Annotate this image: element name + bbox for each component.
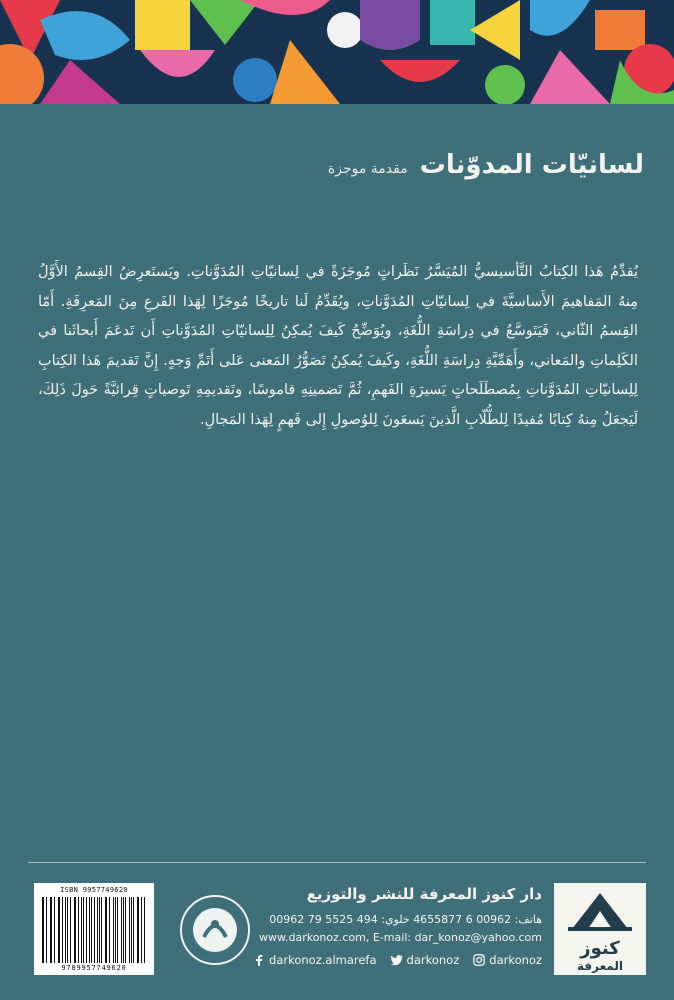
book-subtitle: مقدمة موجزة [327, 161, 408, 177]
barcode-bar [94, 897, 95, 963]
instagram-handle: darkonoz [489, 953, 542, 967]
barcode-bar [109, 897, 110, 963]
twitter-icon [391, 954, 403, 966]
barcode-bar [78, 897, 79, 963]
barcode-bar [70, 897, 71, 963]
publisher-logo [554, 883, 646, 975]
title-row [30, 150, 644, 180]
barcode-bar [121, 897, 122, 963]
publisher-logo-mark [554, 883, 646, 935]
barcode-bar [133, 897, 134, 963]
barcode-bar [113, 897, 114, 963]
barcode-bar [89, 897, 90, 963]
publisher-info [252, 885, 542, 967]
logo-word: كنوز [580, 938, 620, 959]
barcode-digits: 9789957749620 [61, 964, 127, 972]
twitter-handle: darkonoz [406, 953, 460, 967]
twitter-link[interactable] [391, 953, 460, 967]
geometric-pattern [0, 0, 674, 104]
instagram-icon [473, 954, 485, 966]
barcode-bar [81, 897, 82, 963]
barcode-bar [101, 897, 102, 963]
author-seal-emblem [178, 893, 252, 967]
barcode-bar [138, 897, 139, 963]
phone-line: هاتف: 00962 6 4655877 خلوي: 494 5525 79 00962 [269, 913, 542, 926]
barcode-bar [65, 897, 66, 963]
facebook-icon [253, 954, 265, 966]
website-email-line: www.darkonoz.com, E-mail: dar_konoz@yahoo.com [259, 931, 542, 944]
facebook-link[interactable] [253, 953, 377, 967]
back-cover-blurb: يُقدِّمُ هَذا الكِتابُ التَّأسيسيُّ المُيَسَّرُ نَظَراتٍ مُوجَزَةً في لِسانيّاتِ المُدَوَّناتِ. ويَستَعرِضُ القِسمُ الأَوَّلُ مِنهُ المَفاهيمَ الأَساسيَّةَ في لِسانيّاتِ المُدَوَّناتِ، ويُقَدِّمُ لَنا تاريخًا مُوجَزًا لِهَذا الفَرعِ مِنَ المَعرِفَةِ. أَمّا القِسمُ الثّاني، فَيَتَوسَّعُ في دِراسَةِ اللُّغَةِ، ويُوَضِّحُ كَيفَ يُمكِنُ لِلِسانيّاتِ المُدَوَّناتِ أَن تَدعَمَ أَبحاثَنا في الكَلِماتِ والمَعاني، وأَهَمِّيَّةِ دِراسَةِ اللُّغَةِ، وكَيفَ يُمكِنُ تَصَوُّرُ المَعنى عَلى أَتَمِّ وَجهٍ. إِنَّ تَقديمَ هَذا الكِتابِ لِلِسانيّاتِ المُدَوَّناتِ بِمُصطَلَحاتٍ يَسيرَةِ الفَهمِ، ثُمَّ تَضمينِهِ قاموسًا، وتَقديمِهِ تَوصياتٍ قِرائيَّةً حَولَ ذَلِكَ، لَيَجعَلُ مِنهُ كِتابًا مُفيدًا لِلطُّلّابِ الَّذينَ يَسعَونَ لِلوُصولِ إِلى فَهمٍ لِهَذا المَجالِ. [38, 264, 638, 428]
publisher-footer [28, 862, 646, 983]
decorative-pattern-banner [0, 0, 674, 104]
barcode-bar [125, 897, 126, 963]
publisher-name: دار كنوز المعرفة للنشر والتوزيع [306, 885, 542, 903]
isbn-barcode [34, 883, 154, 975]
barcode-bar [43, 897, 44, 963]
logo-word-secondary: المعرفة [576, 959, 624, 973]
barcode-bar [51, 897, 52, 963]
facebook-handle: darkonoz.almarefa [269, 953, 377, 967]
isbn-label: ISBN 9957749620 [60, 886, 128, 894]
barcode-bar [58, 897, 59, 963]
social-links [252, 953, 542, 967]
barcode-bars [42, 897, 146, 963]
instagram-link[interactable] [473, 953, 542, 967]
book-title: لسانيّات المدوّنات [419, 150, 644, 180]
